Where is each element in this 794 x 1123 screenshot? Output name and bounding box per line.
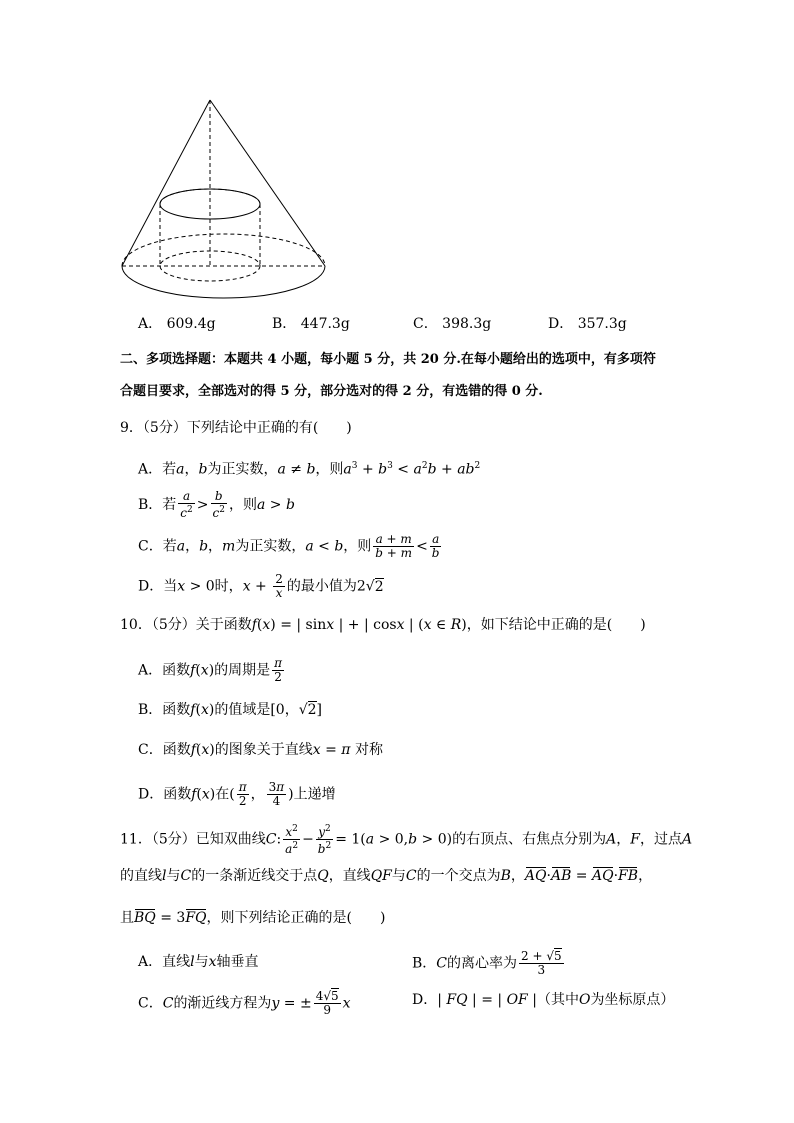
option-prefix: C．若 [138, 538, 177, 555]
option-prefix: A．若 [138, 461, 177, 478]
stem-prefix: 的直线 [120, 868, 162, 884]
option-prefix: B．若 [138, 497, 177, 513]
option-text: 447.3g [300, 316, 350, 332]
q11-option-a: A．直线l与x轴垂直 [138, 954, 259, 970]
q10-option-b: B．函数f(x)的值域是[0，√2] [138, 702, 323, 718]
option-letter: B． [272, 316, 297, 332]
q9-option-d: D．当x > 0时，x + $\frac{2}{x}$ 的最小值为2√2 [138, 572, 384, 600]
cone-cylinder-figure [118, 96, 328, 306]
option-prefix: B．函数 [138, 702, 191, 718]
option-text: 398.3g [442, 316, 492, 332]
q9-option-a: A．若a，b为正实数，a ≠ b，则$a^3 + b^3 < a^2b + ab^2$ [138, 461, 481, 478]
q9-stem: 9．（5分）下列结论中正确的有( ) [120, 420, 352, 436]
q11-option-c: C．C的渐近线方程为y = ± $\frac{4√5}{9}$ x [138, 989, 351, 1017]
option-prefix: D．当 [138, 578, 178, 595]
q10-stem: 10．（5分）关于函数f(x) = | sinx | + | cosx | (x ∈ R)，如下结论中正确的是( ) [120, 617, 646, 633]
option-prefix: B． [412, 955, 437, 972]
q10-option-c: C．函数f(x)的图象关于直线x = π 对称 [138, 742, 383, 758]
q11-stem-line1: 11．（5分）已知双曲线C: $\frac{x^2}{a^2}$ − $\frac{y^2}{b^2}$ = 1(a > 0,b > 0)的右顶点、右焦点分别为A，F，过点A [120, 824, 693, 856]
stem-prefix: 且 [120, 910, 134, 926]
q11-option-d: D．| FQ | = | OF |（其中O为坐标原点） [412, 992, 675, 1008]
q11-option-b: B．C的离心率为 $\frac{2 + √5}{3}$ [412, 949, 562, 977]
q8-option-a [138, 314, 216, 334]
option-prefix: D．函数 [138, 786, 192, 803]
option-letter: D． [548, 316, 574, 332]
stem-prefix: 11．（5分）已知双曲线 [120, 831, 266, 848]
option-prefix: D． [412, 992, 438, 1008]
option-prefix: A．函数 [138, 662, 191, 679]
option-letter: A． [138, 316, 163, 332]
section-heading-line1: 二、多项选择题：本题共 4 小题，每小题 5 分，共 20 分.在每小题给出的选项中，有多项符 [120, 352, 656, 367]
section-heading-line2: 合题目要求，全部选对的得 5 分，部分选对的得 2 分，有选错的得 0 分. [120, 384, 543, 399]
q11-stem-line2: 的直线l与C的一条渐近线交于点Q，直线QF与C的一个交点为B，AQ·AB = AQ·FB， [120, 868, 653, 884]
q10-option-d: D．函数f(x)在( $\frac{\pi}{2}$ ， $\frac{3\pi}{4}$ )上递增 [138, 780, 336, 808]
option-text: 357.3g [577, 316, 627, 332]
q11-stem-line3: 且BQ = 3FQ，则下列结论正确的是( ) [120, 910, 386, 926]
option-text: 609.4g [166, 316, 216, 332]
q10-option-a: A．函数f(x)的周期是 $\frac{\pi}{2}$ [138, 656, 283, 684]
option-prefix: A．直线 [138, 954, 191, 970]
stem-suffix: ，如下结论中正确的是( ) [466, 617, 646, 633]
option-prefix: C．函数 [138, 742, 191, 758]
q9-option-c: C．若a，b，m为正实数，a < b，则 $\frac{a + m}{b + m}$ < $\frac{a}{b}$ [138, 532, 440, 560]
option-prefix: C． [138, 995, 163, 1012]
q8-option-c [413, 314, 491, 334]
q9-option-b: B．若 $\frac{a}{c^2}$ > $\frac{b}{c^2}$ ，则a > b [138, 489, 295, 520]
q8-option-b [272, 314, 350, 334]
option-letter: C． [413, 316, 438, 332]
stem-prefix: 10．（5分）关于函数 [120, 617, 252, 633]
q8-option-d [548, 314, 627, 334]
